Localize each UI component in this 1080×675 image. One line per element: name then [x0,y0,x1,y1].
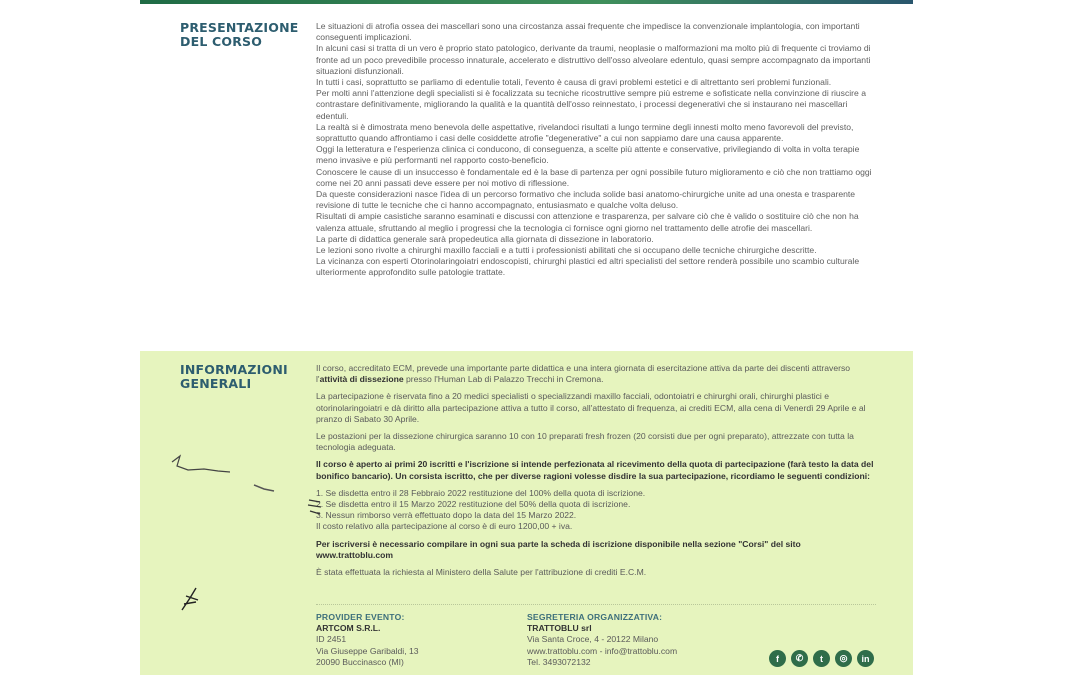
paragraph: Per molti anni l'attenzione degli specialisti si è focalizzata su tecniche ricostruttive sempre più estreme e sofisticate nella convinzione di riuscire a contrastare definitivamente, migliorando la qualità e la quantità dell'osso reinnestato, i processi degenerativi che si instaurano nei mascellari edentuli. [316,88,866,121]
provider-label: PROVIDER EVENTO: [316,612,405,622]
general-info-title [180,363,288,391]
instagram-icon[interactable]: ◎ [835,650,852,667]
paragraph: La realtà si è dimostrata meno benevola delle aspettative, rivelandoci risultati a lungo termine degli innesti molto meno favorevoli del previsto, soprattutto quando affrontiamo i casi delle cosiddette atrofie "degenerative" a cui non sappiamo dare una causa apparente. [316,121,854,144]
paragraph: Risultati di ampie casistiche saranno esaminati e discussi con attenzione e trasparenza, per salvare ciò che è valido o sostituire ciò che non ha valenza attuale, sfruttando al meglio i progressi che la tecnologia ci fornisce ogni giorno nel trattamento delle atrofie dei mascellari. [316,211,859,233]
general-info-body [316,363,876,584]
intro-text: Il corso, accreditato ECM, prevede una importante parte didattica e una intera giornata di esercitazione attiva da parte dei discenti attraverso l' [316,363,851,385]
pen-mark [252,482,278,494]
list-item: 3. Nessun rimborso verrà effettuato dopo la data del 15 Marzo 2022. [316,510,577,521]
cancellation-list [316,488,876,533]
enrollment-conditions-text: Il corso è aperto ai primi 20 iscritti e l'iscrizione si intende perfezionata al ricevimento della quota di partecipazione (farà testo la data del bonifico bancario). Un corsista iscritto, che per diverse ragioni volesse disdire la sua partecipazione, ricordiamo le seguenti condizioni: [316,459,874,481]
provider-block [316,612,419,668]
top-color-band [140,0,913,4]
ministry-note: È stata effettuata la richiesta al Ministero della Salute per l'attribuzione di crediti E.C.M. [316,567,647,578]
facebook-icon[interactable]: f [769,650,786,667]
twitter-icon[interactable]: t [813,650,830,667]
paragraph: In alcuni casi si tratta di un vero è proprio stato patologico, derivante da traumi, neoplasie o malformazioni ma molto più di frequente ci troviamo di fronte ad un poco prevedibile processo innaturale, accelerato e distruttivo dell'osso alveolare edentulo, quasi sempre accompagnato da importanti situazioni disfunzionali. [316,43,871,76]
registration-text: Per iscriversi è necessario compilare in ogni sua parte la scheda di iscrizione disponibile nella sezione "Corsi" del sito www.trattoblu.com [316,538,801,560]
secretariat-block [527,612,677,668]
course-presentation-title [180,21,299,49]
general-info-title-line2: GENERALI [180,376,252,391]
list-item: 1. Se disdetta entro il 28 Febbraio 2022 restituzione del 100% della quota di iscrizione. [316,487,646,498]
paragraph: Le situazioni di atrofia ossea dei mascellari sono una circostanza assai frequente che impedisce la convenzionale implantologia, con importanti conseguenti implicazioni. [316,21,860,43]
provider-id: ID 2451 [316,634,347,645]
provider-name: ARTCOM S.R.L. [316,623,381,634]
pen-mark [176,584,206,614]
secretariat-address: Via Santa Croce, 4 - 20122 Milano [527,634,659,645]
intro-text-end: presso l'Human Lab di Palazzo Trecchi in Cremona. [403,374,604,385]
paragraph: La vicinanza con esperti Otorinolaringoiatri endoscopisti, chirurghi plastici ed altri specialisti del settore renderà possibile uno scambio culturale ulteriormente approfondito sulle patologie trattate. [316,256,860,278]
enrollment-conditions [316,459,876,481]
secretariat-contacts[interactable]: www.trattoblu.com - info@trattoblu.com [527,645,678,656]
paragraph: In tutti i casi, soprattutto se parliamo di edentulie totali, l'evento è causa di gravi problemi estetici e di altrettanto seri problemi funzionali. [316,77,832,88]
list-item: 2. Se disdetta entro il 15 Marzo 2022 restituzione del 50% della quota di iscrizione. [316,499,631,510]
linkedin-icon[interactable]: in [857,650,874,667]
course-presentation-title-line1: PRESENTAZIONE [180,20,299,35]
whatsapp-icon[interactable]: ✆ [791,650,808,667]
secretariat-label: SEGRETERIA ORGANIZZATIVA: [527,612,663,622]
paragraph: Oggi la letteratura e l'esperienza clinica ci conducono, di conseguenza, a scelte più attente e conservative, privilegiando di volta in volta terapie meno invasive e più performanti nel rapporto costo-beneficio. [316,144,860,166]
provider-city: 20090 Buccinasco (MI) [316,656,404,667]
social-icons [769,650,874,667]
paragraph: Le postazioni per la dissezione chirurgica saranno 10 con 10 preparati fresh frozen (20 corsisti due per ogni preparato), attrezzate con tutta la tecnologia adeguata. [316,431,854,453]
pen-mark [168,452,238,482]
pen-mark [306,496,324,518]
secretariat-phone: Tel. 3493072132 [527,656,591,667]
registration-note [316,539,876,561]
course-presentation-body [316,21,876,279]
paragraph [316,363,876,385]
provider-address: Via Giuseppe Garibaldi, 13 [316,645,419,656]
dissection-highlight: attività di dissezione [319,374,404,385]
secretariat-name: TRATTOBLU srl [527,623,592,634]
footer-divider [316,604,876,605]
paragraph: La partecipazione è riservata fino a 20 medici specialisti o specializzandi maxillo facciali, odontoiatri e chirurghi orali, chirurghi plastici e otorinolaringoiatri e dà diritto alla partecipazione attiva a tutto il corso, all'attestato di frequenza, ai crediti ECM, alla cena di Venerdì 29 Aprile e al pranzo di Sabato 30 Aprile. [316,391,866,424]
paragraph: Da queste considerazioni nasce l'idea di un percorso formativo che includa solide basi anatomo-chirurgiche unite ad una onesta e trasparente revisione di tutte le tecniche che ci hanno accompagnato, entusiasmato e qualche volta deluso. [316,189,856,211]
paragraph: Le lezioni sono rivolte a chirurghi maxillo facciali e a tutti i professionisti abilitati che si occupano delle tecniche chirurgiche descritte. [316,245,817,256]
paragraph: La parte di didattica generale sarà propedeutica alla giornata di dissezione in laboratorio. [316,233,654,244]
course-presentation-title-line2: DEL CORSO [180,34,263,49]
general-info-title-line1: INFORMAZIONI [180,362,288,377]
paragraph: Conoscere le cause di un insuccesso è fondamentale ed è la base di partenza per ogni possibile futuro miglioramento e ciò che non trattiamo oggi come nei 20 anni passati deve essere per noi motivo di riflessione. [316,166,872,188]
cost-line: Il costo relativo alla partecipazione al corso è di euro 1200,00 + iva. [316,521,573,532]
